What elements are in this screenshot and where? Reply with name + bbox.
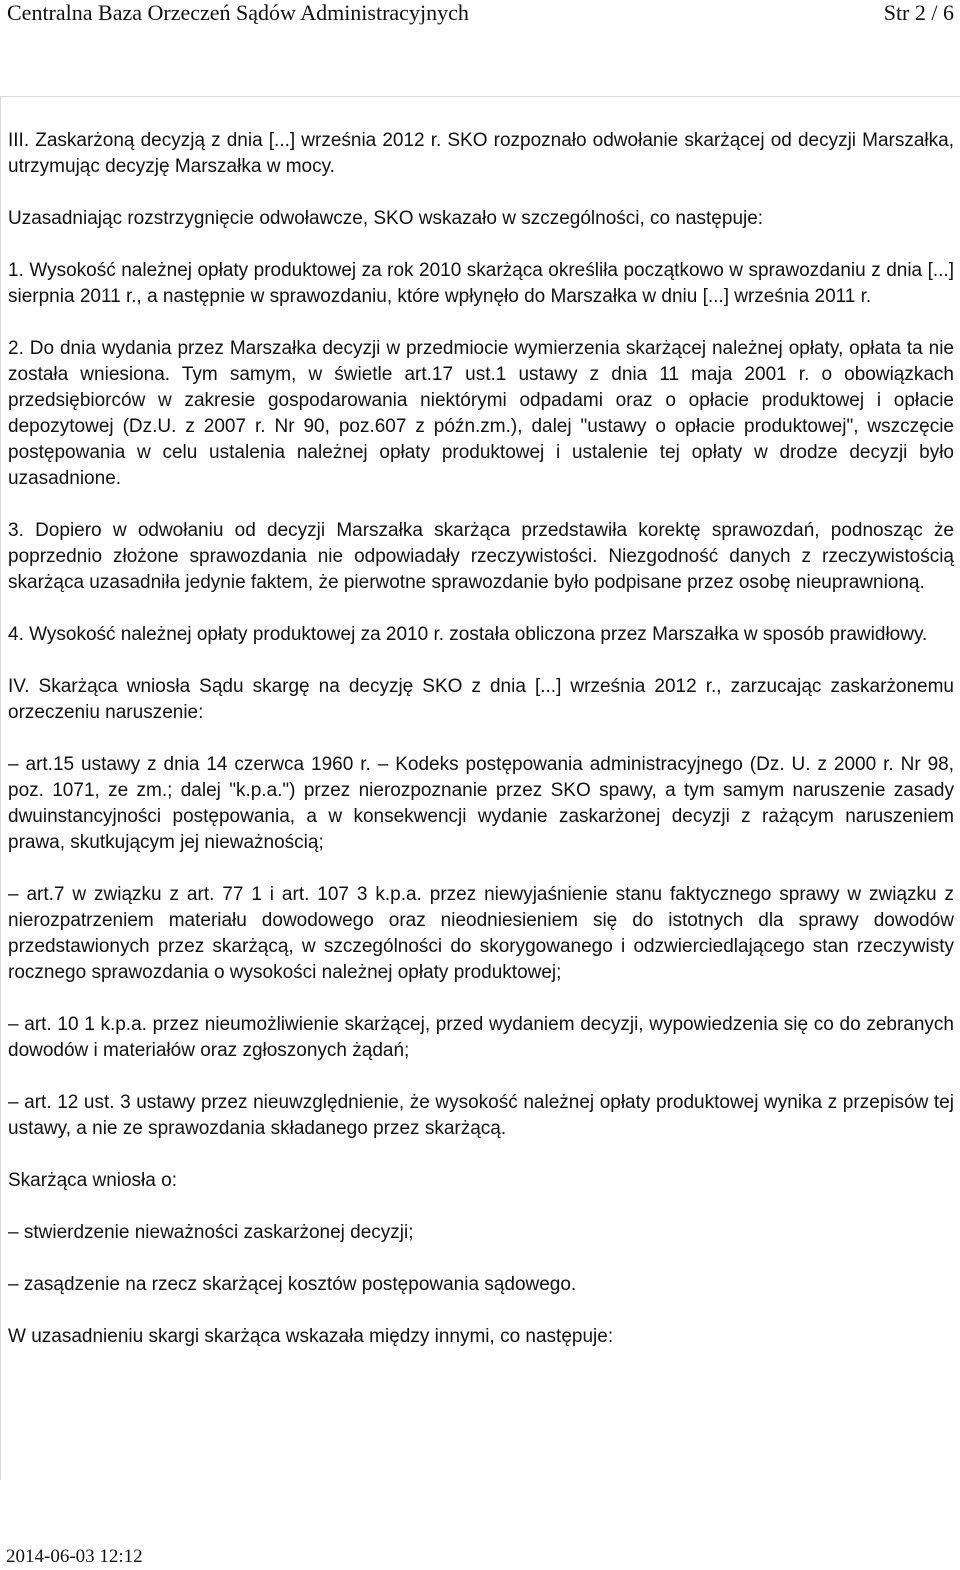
document-body — [8, 128, 954, 1376]
list-item-art-10: – art. 10 1 k.p.a. przez nieumożliwienie skarżącej, przed wydaniem decyzji, wypowiedzenia się co do zebranych dowodów i materiałów oraz zgłoszonych żądań; — [8, 1014, 954, 1061]
paragraph-III: III. Zaskarżoną decyzją z dnia [...] września 2012 r. SKO rozpoznało odwołanie skarżącej od decyzji Marszałka, utrzymując decyzję Marszałka w mocy. — [8, 130, 954, 177]
page-number: Str 2 / 6 — [883, 0, 954, 25]
print-timestamp: 2014-06-03 12:12 — [6, 1546, 143, 1567]
paragraph-complaint-reasoning-intro: W uzasadnieniu skargi skarżąca wskazała między innymi, co następuje: — [8, 1326, 614, 1347]
paragraph-IV: IV. Skarżąca wniosła Sądu skargę na decyzję SKO z dnia [...] września 2012 r., zarzucając zaskarżonemu orzeczeniu naruszenie: — [8, 676, 954, 723]
paragraph-point-1: 1. Wysokość należnej opłaty produktowej za rok 2010 skarżąca określiła początkowo w sprawozdaniu z dnia [...] sierpnia 2011 r., a następnie w sprawozdaniu, które wpłynęło do Marszałka w dniu [...] września 2011 r. — [8, 260, 954, 307]
list-item-art-15: – art.15 ustawy z dnia 14 czerwca 1960 r. – Kodeks postępowania administracyjnego (Dz. U. z 2000 r. Nr 98, poz. 1071, ze zm.; dalej "k.p.a.") przez nierozpoznanie przez SKO spawy, a tym samym naruszenie zasady dwuinstancyjności postępowania, a w konsekwencji wydanie zaskarżonej decyzji z rażącym naruszeniem prawa, skutkującym jej nieważnością; — [8, 754, 954, 853]
page-frame-left-border — [0, 96, 1, 1480]
paragraph-point-3: 3. Dopiero w odwołaniu od decyzji Marszałka skarżąca przedstawiła korektę sprawozdań, podnosząc że poprzednio złożone sprawozdania nie odpowiadały rzeczywistości. Niezgodność danych z rzeczywistością skarżąca uzasadniła jedynie faktem, że pierwotne sprawozdanie było podpisane przez osobę nieuprawnioną. — [8, 520, 954, 593]
list-item-art-12: – art. 12 ust. 3 ustawy przez nieuwzględnienie, że wysokość należnej opłaty produktowej wynika z przepisów tej ustawy, a nie ze sprawozdania składanego przez skarżącą. — [8, 1092, 954, 1139]
list-item-costs: – zasądzenie na rzecz skarżącej kosztów postępowania sądowego. — [8, 1274, 577, 1295]
paragraph-point-2: 2. Do dnia wydania przez Marszałka decyzji w przedmiocie wymierzenia skarżącej należnej opłaty, opłata ta nie została wniesiona. Tym samym, w świetle art.17 ust.1 ustawy z dnia 11 maja 2001 r. o obowiązkach przedsiębiorców w zakresie gospodarowania niektórymi odpadami oraz o opłacie produktowej i opłacie depozytowej (Dz.U. z 2007 r. Nr 90, poz.607 z późn.zm.), dalej "ustawy o opłacie produktowej", wszczęcie postępowania w celu ustalenia należnej opłaty produktowej i ustalenie tej opłaty w drodze decyzji było uzasadnione. — [8, 338, 954, 489]
paragraph-point-4: 4. Wysokość należnej opłaty produktowej za 2010 r. została obliczona przez Marszałka w sposób prawidłowy. — [8, 624, 928, 645]
list-item-nullity: – stwierdzenie nieważności zaskarżonej decyzji; — [8, 1222, 414, 1243]
paragraph-claims-intro: Skarżąca wniosła o: — [8, 1170, 177, 1191]
paragraph-sko-reasoning-intro: Uzasadniając rozstrzygnięcie odwoławcze, SKO wskazało w szczególności, co następuje: — [8, 208, 764, 229]
page-frame-top-border — [0, 96, 960, 97]
list-item-art-7: – art.7 w związku z art. 77 1 i art. 107 3 k.p.a. przez niewyjaśnienie stanu faktycznego sprawy w związku z nierozpatrzeniem materiału dowodowego oraz nieodniesieniem się do istotnych dla sprawy dowodów przedstawionych przez skarżącą, w szczególności do skorygowanego i odzwierciedlającego stan rzeczywisty rocznego sprawozdania o wysokości należnej opłaty produktowej; — [8, 884, 954, 983]
document-source-title: Centralna Baza Orzeczeń Sądów Administracyjnych — [7, 0, 469, 25]
